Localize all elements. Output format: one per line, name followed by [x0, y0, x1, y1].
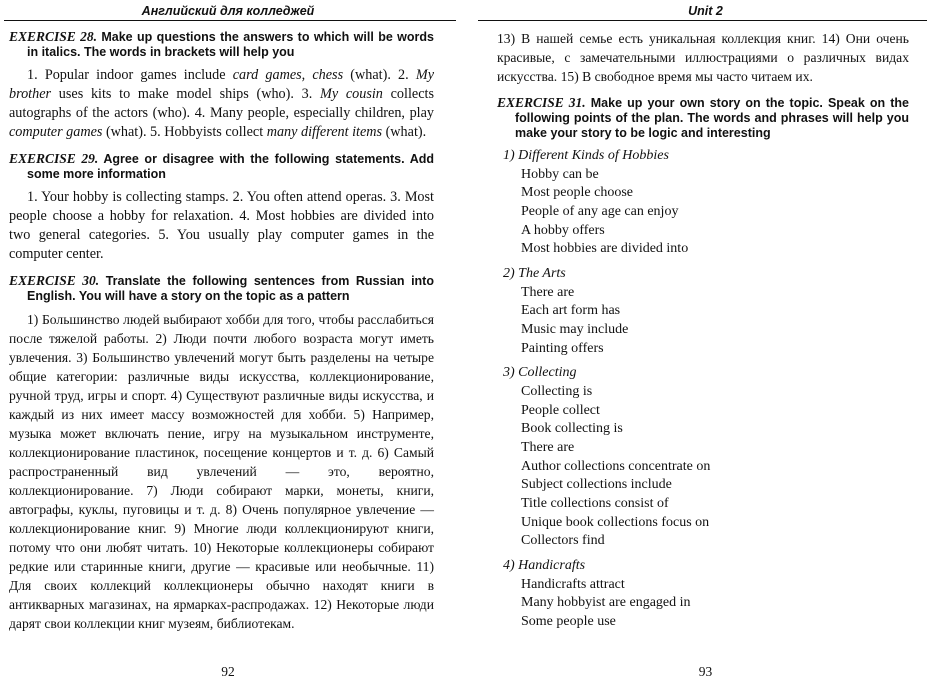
- exercise-31-number: EXERCISE 31.: [497, 95, 586, 110]
- exercise-29-instruction: Agree or disagree with the following statements. Add some more information: [27, 152, 434, 181]
- exercise-28: [9, 29, 434, 142]
- page-number-left: 92: [221, 664, 235, 679]
- plan-item: Author collections concentrate on: [521, 458, 711, 474]
- plan-section-arts: [497, 265, 909, 358]
- plan-item: Each art form has: [521, 303, 621, 319]
- exercise-28-number: EXERCISE 28.: [9, 29, 97, 44]
- right-page-content: [497, 29, 909, 638]
- plan-item: Title collections consist of: [521, 496, 669, 512]
- plan-item: Collectors find: [521, 533, 605, 549]
- italic-answer: card games, chess: [232, 67, 344, 83]
- plan-item: Unique book collections focus on: [521, 514, 710, 530]
- exercise-30: [9, 273, 434, 633]
- header-rule-right: [478, 20, 927, 21]
- text-run: collects autographs of the actors (who). 4. Many people, especially children, play: [9, 86, 434, 121]
- plan-item: Subject collections include: [521, 477, 672, 493]
- running-head-left: Английский для колледжей: [141, 4, 315, 18]
- plan-heading: 3) Collecting: [503, 365, 577, 381]
- exercise-31-title: [497, 95, 909, 141]
- plan-section-hobbies: [497, 147, 909, 259]
- plan-heading: 4) Handicrafts: [503, 558, 586, 574]
- exercise-29-body: 1. Your hobby is collecting stamps. 2. You often attend operas. 3. Most people choose a hobby for relaxation. 4. Most hobbies are divided into two general categories. 5. You usually play computer games in the computer center.: [9, 189, 434, 262]
- exercise-29: [9, 151, 434, 264]
- exercise-31-instruction: Make up your own story on the topic. Speak on the following points of the plan. The words and phrases will help you make your story to be logic and interesting: [515, 96, 909, 140]
- plan-item: Some people use: [521, 614, 616, 630]
- exercise-29-title: [9, 151, 434, 182]
- italic-answer: My brother: [9, 67, 434, 102]
- text-run: (what). 5. Hobbyists collect: [102, 124, 267, 140]
- plan-item: There are: [521, 439, 575, 455]
- italic-answer: My cousin: [320, 86, 383, 102]
- plan-item: Many hobbyist are engaged in: [521, 595, 691, 611]
- plan-item: A hobby offers: [521, 222, 605, 238]
- exercise-29-number: EXERCISE 29.: [9, 151, 99, 166]
- plan-item: There are: [521, 284, 575, 300]
- page-number-right: 93: [698, 664, 713, 679]
- text-run: (what).: [382, 124, 427, 140]
- italic-answer: computer games: [9, 124, 103, 140]
- plan-item: Handicrafts attract: [521, 576, 625, 592]
- plan-item: Collecting is: [521, 383, 593, 399]
- exercise-30-title: [9, 273, 434, 304]
- plan-item: Hobby can be: [521, 166, 599, 182]
- text-run: (what). 2.: [343, 67, 416, 83]
- right-page: [466, 0, 933, 688]
- left-page-content: [9, 29, 434, 642]
- exercise-30-instruction: Translate the following sentences from Russian into English. You will have a story on the topic as a pattern: [27, 274, 434, 303]
- plan-heading: 2) The Arts: [503, 266, 566, 282]
- exercise-28-instruction: Make up questions the answers to which will be words in italics. The words in brackets will help you: [27, 30, 434, 59]
- exercise-30-continuation: 13) В нашей семье есть уникальная коллекция книг. 14) Они очень красивые, с замечательными иллюстрациями о различных видах искусства. 15) В свободное время мы часто читаем их.: [497, 31, 909, 84]
- plan-item: People collect: [521, 402, 600, 418]
- plan-section-handicrafts: [497, 557, 909, 632]
- text-run: uses kits to make model ships (who). 3.: [51, 86, 321, 102]
- plan-item: Most hobbies are divided into: [521, 241, 689, 257]
- italic-answer: many different items: [266, 124, 383, 140]
- running-head-right: Unit 2: [688, 4, 723, 18]
- exercise-31: [497, 95, 909, 632]
- text-run: 1. Popular indoor games include: [27, 67, 233, 83]
- plan-heading: 1) Different Kinds of Hobbies: [503, 148, 669, 163]
- plan-section-collecting: [497, 364, 909, 551]
- exercise-30-body: 1) Большинство людей выбирают хобби для того, чтобы расслабиться после тяжелой работы. 2) Люди почти любого возраста могут иметь увлечения. 3) Большинство увлечений могут быть разделены на четыре общие категории: различные виды искусства, коллекционирование, ручной труд, игры и спорт. 4) Существуют различные виды искусства, и каждый из них имеет массу возможностей для хобби. 5) Например, музыка может включать пение, игру на музыкальном инструменте, коллекционирование пластинок, посещение концертов и т. д. 6) Самый распространенный вид увлечений — это, вероятно, коллекционирование. 7) Люди собирают марки, монеты, книги, автографы, куклы, пуговицы и т. д. 8) Очень популярное увлечение — коллекционирование книг. 9) Многие люди коллекционируют книги, потому что они любят читать. 10) Некоторые коллекционеры собирают редкие или старинные книги, другие — красивые или необычные. 11) Для своих коллекций коллекционеры обычно находят книги в антикварных магазинах, на ярмарках-распродажах. 12) Некоторые люди дарят свои коллекции книг музеям, библиотекам.: [9, 312, 434, 631]
- exercise-30-number: EXERCISE 30.: [9, 273, 100, 288]
- exercise-28-body: [9, 66, 434, 142]
- plan-item: People of any age can enjoy: [521, 203, 679, 219]
- plan-item: Music may include: [521, 321, 629, 337]
- plan-item: Book collecting is: [521, 421, 623, 437]
- plan-item: Most people choose: [521, 185, 633, 201]
- exercise-28-title: [9, 29, 434, 60]
- plan-item: Painting offers: [521, 340, 604, 356]
- left-page: [0, 0, 466, 688]
- header-rule-left: [4, 20, 456, 21]
